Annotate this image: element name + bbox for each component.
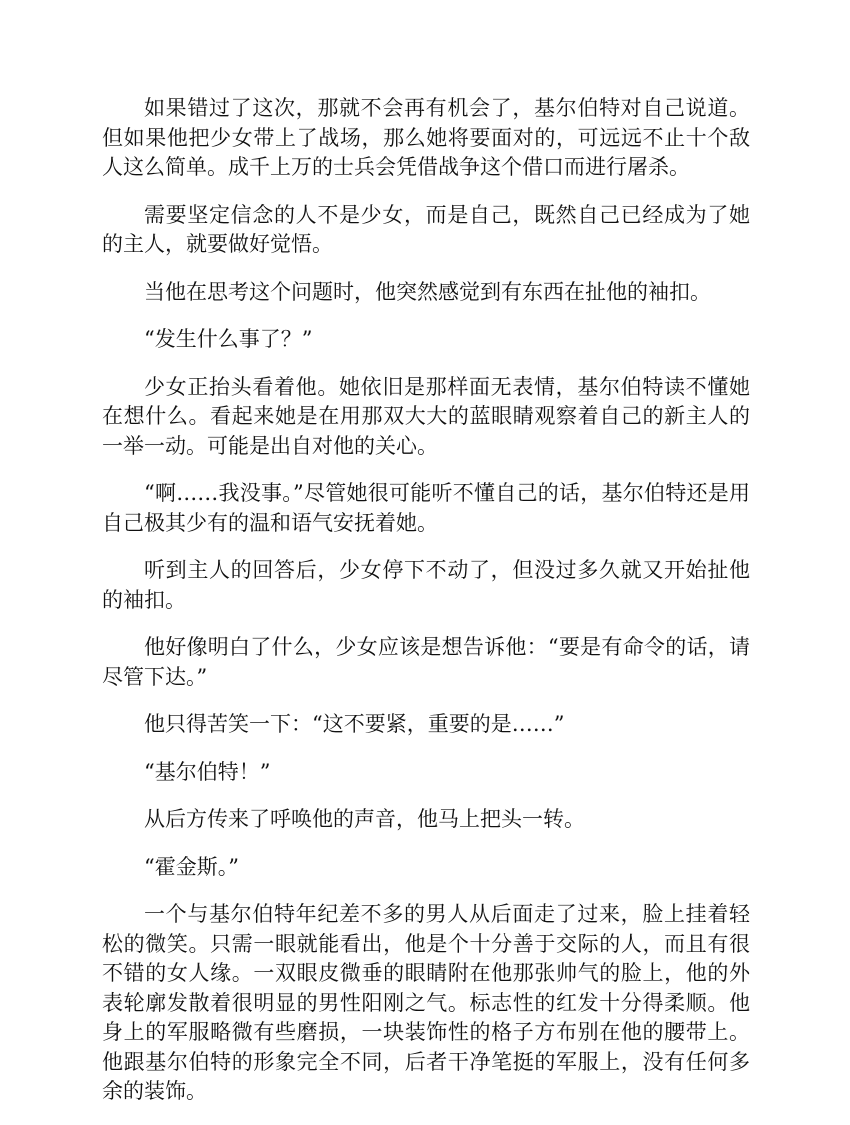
paragraph: 当他在思考这个问题时，他突然感觉到有东西在扯他的袖扣。 xyxy=(144,279,711,304)
paragraph: 少女正抬头看着他。她依旧是那样面无表情，基尔伯特读不懂她在想什么。看起来她是在用那双大大的蓝眼睛观察着自己的新主人的一举一动。可能是出自对他的关心。 xyxy=(102,374,750,458)
paragraph: 一个与基尔伯特年纪差不多的男人从后面走了过来，脸上挂着轻松的微笑。只需一眼就能看出，他是个十分善于交际的人，而且有很不错的女人缘。一双眼皮微垂的眼睛附在他那张帅气的脸上，他的外表轮廓发散着很明显的男性阳刚之气。标志性的红发十分得柔顺。他身上的军服略微有些磨损，一块装饰性的格子方布别在他的腰带上。他跟基尔伯特的形象完全不同，后者干净笔挺的军服上，没有任何多余的装饰。 xyxy=(102,902,750,1103)
paragraph: “啊……我没事。”尽管她很可能听不懂自己的话，基尔伯特还是用自己极其少有的温和语气安抚着她。 xyxy=(102,481,750,535)
paragraph: 听到主人的回答后，少女停下不动了，但没过多久就又开始扯他的袖扣。 xyxy=(102,558,750,612)
document-page xyxy=(102,94,750,1125)
paragraph: “基尔伯特！” xyxy=(144,759,271,784)
paragraph: 如果错过了这次，那就不会再有机会了，基尔伯特对自己说道。但如果他把少女带上了战场，那么她将要面对的，可远远不止十个敌人这么简单。成千上万的士兵会凭借战争这个借口而进行屠杀。 xyxy=(102,96,750,179)
paragraph: 需要坚定信念的人不是少女，而是自己，既然自己已经成为了她的主人，就要做好觉悟。 xyxy=(102,202,750,256)
paragraph: “发生什么事了？” xyxy=(144,327,313,351)
paragraph: “霍金斯。” xyxy=(144,854,239,879)
paragraph: 他好像明白了什么，少女应该是想告诉他：“要是有命令的话，请尽管下达。” xyxy=(102,635,750,689)
paragraph: 从后方传来了呼唤他的声音，他马上把头一转。 xyxy=(144,807,585,831)
paragraph: 他只得苦笑一下：“这不要紧，重要的是……” xyxy=(144,712,565,736)
